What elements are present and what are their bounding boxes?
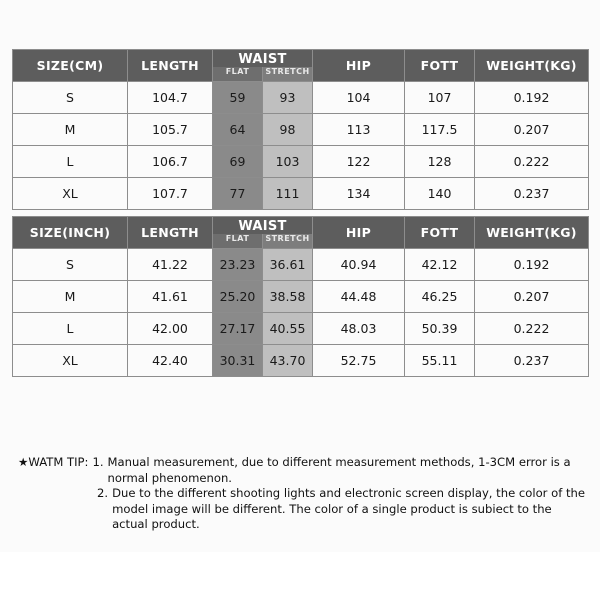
header-size: SIZE(INCH) xyxy=(13,217,128,249)
cell-hip: 44.48 xyxy=(313,281,405,313)
cell-fott: 42.12 xyxy=(405,249,475,281)
cell-size: L xyxy=(13,313,128,345)
tip-item xyxy=(18,455,590,486)
cell-waist-stretch: 93 xyxy=(263,82,313,114)
cell-weight: 0.207 xyxy=(475,281,589,313)
cell-hip: 48.03 xyxy=(313,313,405,345)
tip-number: 1. xyxy=(92,455,104,469)
header-waist-flat: FLAT xyxy=(213,234,263,248)
cell-hip: 52.75 xyxy=(313,345,405,377)
cell-waist-flat: 30.31 xyxy=(213,345,263,377)
header-row xyxy=(13,50,589,68)
cell-hip: 113 xyxy=(313,114,405,146)
header-waist-stretch: STRETCH xyxy=(263,234,313,248)
cell-fott: 128 xyxy=(405,146,475,178)
tip-lead: ★WATM TIP: xyxy=(18,455,89,469)
cell-weight: 0.192 xyxy=(475,249,589,281)
header-waist-stretch: STRETCH xyxy=(263,67,313,81)
table-row xyxy=(13,82,589,114)
cell-fott: 55.11 xyxy=(405,345,475,377)
cell-size: XL xyxy=(13,345,128,377)
cell-weight: 0.207 xyxy=(475,114,589,146)
cell-size: S xyxy=(13,82,128,114)
header-waist: WAIST xyxy=(213,217,313,235)
tip-text: Manual measurement, due to different measurement methods, 1-3CM error is a normal phenomenon. xyxy=(107,455,571,485)
table-row xyxy=(13,114,589,146)
cell-length: 42.40 xyxy=(128,345,213,377)
table-row xyxy=(13,146,589,178)
cell-fott: 140 xyxy=(405,178,475,210)
header-weight: WEIGHT(KG) xyxy=(475,217,589,249)
cell-waist-flat: 77 xyxy=(213,178,263,210)
cell-waist-stretch: 98 xyxy=(263,114,313,146)
tip-text: Due to the different shooting lights and electronic screen display, the color of the model image will be different. The color of a single product is subiect to the actual product. xyxy=(112,486,586,531)
header-weight: WEIGHT(KG) xyxy=(475,50,589,82)
cell-hip: 134 xyxy=(313,178,405,210)
cell-size: M xyxy=(13,114,128,146)
header-row xyxy=(13,217,589,235)
header-waist: WAIST xyxy=(213,50,313,68)
cell-length: 107.7 xyxy=(128,178,213,210)
cell-waist-flat: 59 xyxy=(213,82,263,114)
cell-length: 41.22 xyxy=(128,249,213,281)
cell-weight: 0.192 xyxy=(475,82,589,114)
header-hip: HIP xyxy=(313,217,405,249)
cell-weight: 0.237 xyxy=(475,178,589,210)
cell-waist-stretch: 38.58 xyxy=(263,281,313,313)
header-waist-flat: FLAT xyxy=(213,67,263,81)
tip-number: 2. xyxy=(97,486,109,500)
header-length: LENGTH xyxy=(128,217,213,249)
table-row xyxy=(13,281,589,313)
cell-hip: 40.94 xyxy=(313,249,405,281)
cell-weight: 0.222 xyxy=(475,313,589,345)
cell-size: S xyxy=(13,249,128,281)
cell-waist-stretch: 111 xyxy=(263,178,313,210)
cell-size: L xyxy=(13,146,128,178)
cell-waist-stretch: 40.55 xyxy=(263,313,313,345)
cell-size: M xyxy=(13,281,128,313)
cell-length: 42.00 xyxy=(128,313,213,345)
cell-fott: 50.39 xyxy=(405,313,475,345)
tip-item-1 xyxy=(88,455,590,486)
cell-length: 105.7 xyxy=(128,114,213,146)
cell-length: 41.61 xyxy=(128,281,213,313)
cell-fott: 46.25 xyxy=(405,281,475,313)
cell-waist-flat: 69 xyxy=(213,146,263,178)
size-table-cm xyxy=(12,49,589,210)
cell-waist-stretch: 103 xyxy=(263,146,313,178)
cell-length: 104.7 xyxy=(128,82,213,114)
cell-fott: 117.5 xyxy=(405,114,475,146)
table-row xyxy=(13,313,589,345)
cell-weight: 0.237 xyxy=(475,345,589,377)
cell-weight: 0.222 xyxy=(475,146,589,178)
cell-hip: 104 xyxy=(313,82,405,114)
cell-waist-stretch: 36.61 xyxy=(263,249,313,281)
header-fott: FOTT xyxy=(405,50,475,82)
cell-hip: 122 xyxy=(313,146,405,178)
header-length: LENGTH xyxy=(128,50,213,82)
cell-waist-flat: 25.20 xyxy=(213,281,263,313)
table-row xyxy=(13,345,589,377)
header-size: SIZE(CM) xyxy=(13,50,128,82)
cell-waist-flat: 27.17 xyxy=(213,313,263,345)
measurement-tips xyxy=(18,455,590,533)
cell-waist-stretch: 43.70 xyxy=(263,345,313,377)
cell-fott: 107 xyxy=(405,82,475,114)
cell-length: 106.7 xyxy=(128,146,213,178)
size-table-inch xyxy=(12,216,589,377)
header-fott: FOTT xyxy=(405,217,475,249)
tip-item-2 xyxy=(18,486,590,533)
table-row xyxy=(13,178,589,210)
cell-size: XL xyxy=(13,178,128,210)
cell-waist-flat: 23.23 xyxy=(213,249,263,281)
cell-waist-flat: 64 xyxy=(213,114,263,146)
table-row xyxy=(13,249,589,281)
header-hip: HIP xyxy=(313,50,405,82)
